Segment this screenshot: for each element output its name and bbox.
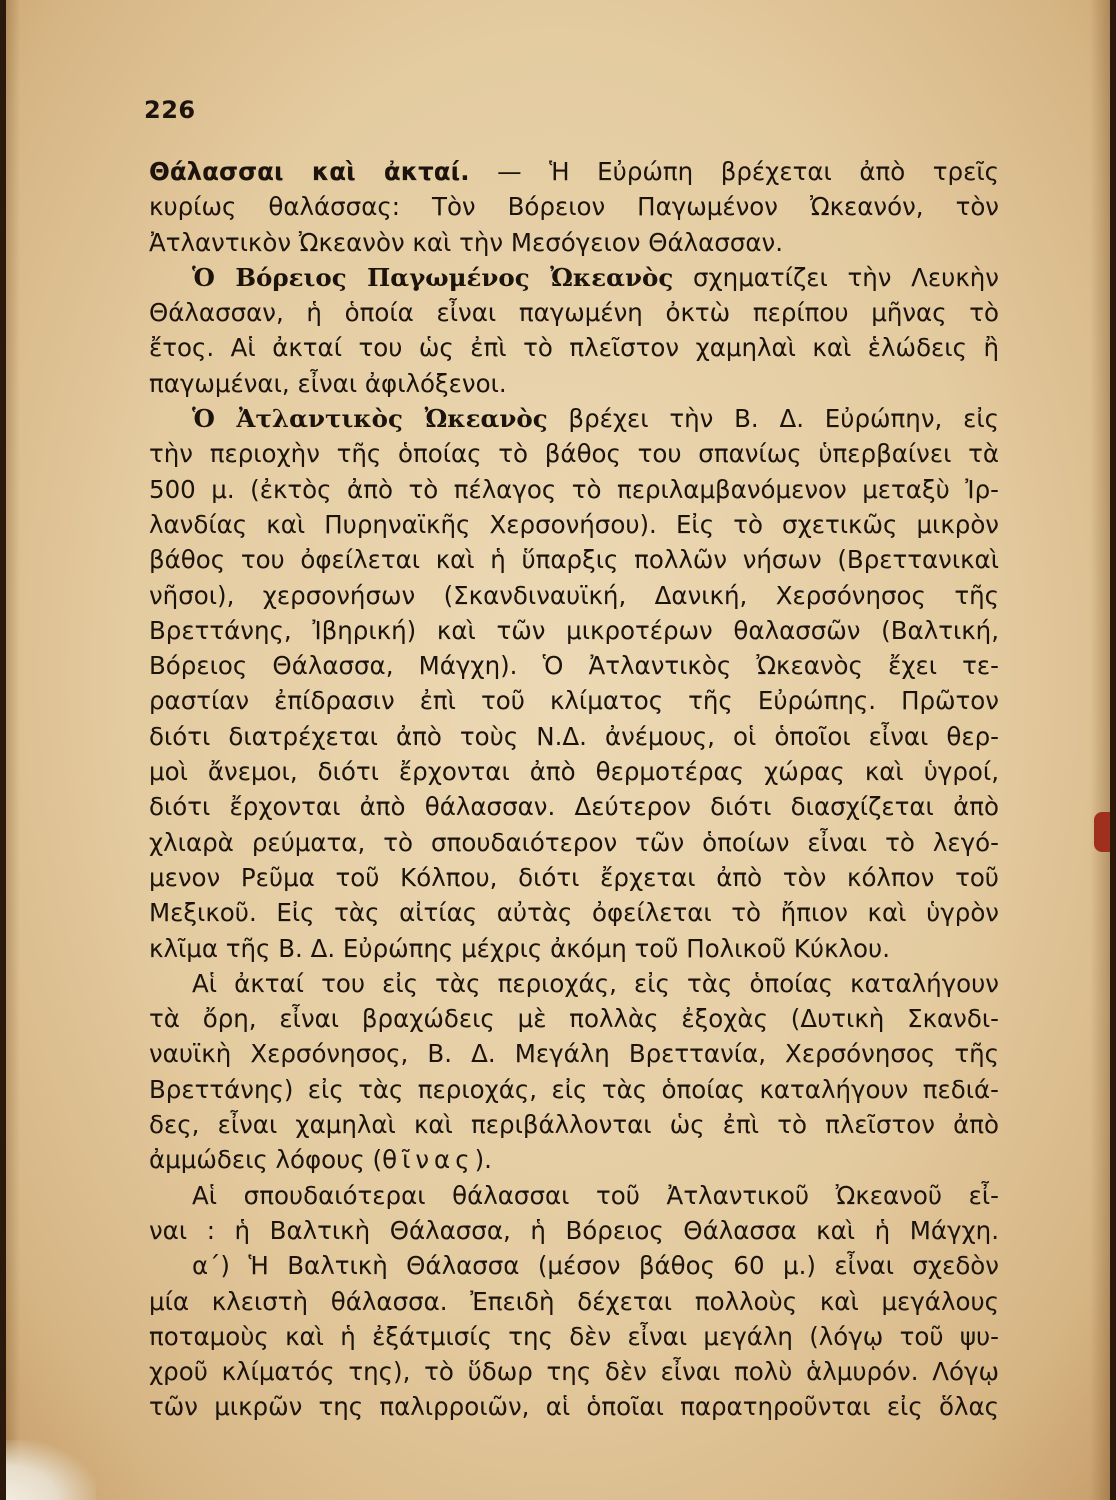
text-run: ἔτος. Αἱ ἀκταί του ὡς ἐπὶ τὸ πλεῖστον χαμηλαὶ καὶ ἑλώδεις ἢ xyxy=(149,333,999,363)
text-line xyxy=(149,789,999,824)
text-run: 500 μ. (ἐκτὸς ἀπὸ τὸ πέλαγος τὸ περιλαμβανόμενον μεταξὺ Ἰρ- xyxy=(149,474,999,504)
page-number: 226 xyxy=(144,96,196,124)
text-run: παγωμέναι, εἶναι ἀφιλόξενοι. xyxy=(149,368,507,398)
text-run: δες, εἶναι χαμηλαὶ καὶ περιβάλλονται ὡς ἐπὶ τὸ πλεῖστον ἀπὸ xyxy=(149,1110,999,1140)
text-line xyxy=(149,1072,999,1107)
text-run: βάθος του ὀφείλεται καὶ ἡ ὕπαρξις πολλῶν νήσων (Βρεττανικαὶ xyxy=(149,545,999,575)
text-run: Θάλασσαν, ἡ ὁποία εἶναι παγωμένη ὀκτὼ περίπου μῆνας τὸ xyxy=(149,298,999,328)
text-line xyxy=(149,683,999,718)
text-line xyxy=(149,472,999,507)
text-run: κυρίως θαλάσσας: Τὸν Βόρειον Παγωμένον Ὠκεανόν, τὸν xyxy=(149,192,999,222)
text-run: ). xyxy=(474,1145,492,1175)
text-line xyxy=(149,1001,999,1036)
text-line xyxy=(149,1213,999,1248)
text-line xyxy=(149,1107,999,1142)
worn-corner xyxy=(6,1440,96,1500)
book-page xyxy=(6,0,1110,1500)
text-line xyxy=(149,154,999,189)
text-run: μοὶ ἄνεμοι, διότι ἔρχονται ἀπὸ θερμοτέρας χώρας καὶ ὑγροί, xyxy=(149,757,999,787)
text-run: διότι ἔρχονται ἀπὸ θάλασσαν. Δεύτερον διότι διασχίζεται ἀπὸ xyxy=(149,792,999,822)
text-run: Αἱ ἀκταί του εἰς τὰς περιοχάς, εἰς τὰς ὁποίας καταλήγουν xyxy=(192,968,999,998)
text-line xyxy=(149,754,999,789)
text-line xyxy=(149,436,999,471)
page-left-shadow xyxy=(6,0,20,1500)
text-run: κλῖμα τῆς Β. Δ. Εὐρώπης μέχρις ἀκόμη τοῦ Πολικοῦ Κύκλου. xyxy=(149,933,890,963)
text-line xyxy=(149,260,999,295)
text-run: σχηματίζει τὴν Λευκὴν xyxy=(673,262,999,292)
text-line xyxy=(149,401,999,436)
text-run: Αἱ σπουδαιότεραι θάλασσαι τοῦ Ἀτλαντικοῦ Ὠκεανοῦ εἶ- xyxy=(192,1180,999,1210)
text-line xyxy=(149,648,999,683)
text-run: ραστίαν ἐπίδρασιν ἐπὶ τοῦ κλίματος τῆς Εὐρώπης. Πρῶτον xyxy=(149,686,999,716)
text-run: ναυϊκὴ Χερσόνησος, Β. Δ. Μεγάλη Βρεττανία, Χερσόνησος τῆς xyxy=(149,1039,999,1069)
text-line xyxy=(149,1142,999,1177)
text-run: χροῦ κλίματός της), τὸ ὕδωρ της δὲν εἶναι πολὺ ἁλμυρόν. Λόγῳ xyxy=(149,1357,999,1387)
text-run: λανδίας καὶ Πυρηναϊκῆς Χερσονήσου). Εἰς τὸ σχετικῶς μικρὸν xyxy=(149,509,999,539)
text-line xyxy=(149,1178,999,1213)
text-line xyxy=(149,225,999,260)
text-line xyxy=(149,613,999,648)
text-run: ἀμμώδεις λόφους ( xyxy=(149,1145,383,1175)
text-line xyxy=(149,507,999,542)
text-run: Βρεττάνης, Ἰβηρική) καὶ τῶν μικροτέρων θαλασσῶν (Βαλτική, xyxy=(149,615,999,645)
text-line xyxy=(149,1248,999,1283)
text-run: — Ἡ Εὐρώπη βρέχεται ἀπὸ τρεῖς xyxy=(469,157,999,186)
text-line xyxy=(149,1354,999,1389)
text-run: Ἀτλαντικὸν Ὠκεανὸν καὶ τὴν Μεσόγειον Θάλασσαν. xyxy=(149,227,783,257)
text-run: χλιαρὰ ρεύματα, τὸ σπουδαιότερον τῶν ὁποίων εἶναι τὸ λεγό- xyxy=(149,827,999,857)
text-line xyxy=(149,931,999,966)
text-line xyxy=(149,366,999,401)
text-line xyxy=(149,860,999,895)
text-run: τὰ ὄρη, εἶναι βραχώδεις μὲ πολλὰς ἐξοχὰς (Δυτικὴ Σκανδι- xyxy=(149,1004,999,1034)
text-run: α΄) Ἡ Βαλτικὴ Θάλασσα (μέσον βάθος 60 μ.) εἶναι σχεδὸν xyxy=(192,1251,999,1281)
text-line xyxy=(149,719,999,754)
text-run-serif-bold: Ὁ Ἀτλαντικὸς Ὠκεανὸς xyxy=(192,404,548,434)
text-run: ναι : ἡ Βαλτικὴ Θάλασσα, ἡ Βόρειος Θάλασσα καὶ ἡ Μάγχη. xyxy=(149,1215,999,1245)
text-line xyxy=(149,542,999,577)
text-run: Βρεττάνης) εἰς τὰς περιοχάς, εἰς τὰς ὁποίας καταλήγουν πεδιά- xyxy=(149,1074,999,1104)
text-run-spaced: θῖνας xyxy=(382,1145,475,1175)
text-line xyxy=(149,825,999,860)
text-run: Βόρειος Θάλασσα, Μάγχη). Ὁ Ἀτλαντικὸς Ὠκεανὸς ἔχει τε- xyxy=(149,651,999,681)
text-run: Μεξικοῦ. Εἰς τὰς αἰτίας αὐτὰς ὀφείλεται τὸ ἤπιον καὶ ὑγρὸν xyxy=(149,898,999,928)
text-line xyxy=(149,189,999,224)
text-line xyxy=(149,330,999,365)
text-run-heading: Θάλασσαι καὶ ἀκταί. xyxy=(149,157,470,186)
text-run: μενον Ρεῦμα τοῦ Κόλπου, διότι ἔρχεται ἀπὸ τὸν κόλπον τοῦ xyxy=(149,862,999,892)
text-line xyxy=(149,1319,999,1354)
text-run: ποταμοὺς καὶ ἡ ἐξάτμισίς της δὲν εἶναι μεγάλη (λόγῳ τοῦ ψυ- xyxy=(149,1321,999,1351)
text-run: τῶν μικρῶν της παλιρροιῶν, αἱ ὁποῖαι παρατηροῦνται εἰς ὅλας xyxy=(149,1392,999,1422)
text-line xyxy=(149,295,999,330)
text-line xyxy=(149,1036,999,1071)
text-run: βρέχει τὴν Β. Δ. Εὐρώπην, εἰς xyxy=(547,404,999,434)
red-page-marker xyxy=(1094,812,1110,852)
body-text xyxy=(149,154,999,1425)
text-run: μία κλειστὴ θάλασσα. Ἐπειδὴ δέχεται πολλοὺς καὶ μεγάλους xyxy=(149,1286,999,1316)
text-run: νῆσοι), χερσονήσων (Σκανδιναυϊκή, Δανική, Χερσόνησος τῆς xyxy=(149,580,999,610)
text-line xyxy=(149,1389,999,1424)
text-line xyxy=(149,1284,999,1319)
text-line xyxy=(149,895,999,930)
page-right-shadow xyxy=(1090,0,1110,1500)
text-run: τὴν περιοχὴν τῆς ὁποίας τὸ βάθος του σπανίως ὑπερβαίνει τὰ xyxy=(149,439,999,469)
text-line xyxy=(149,578,999,613)
text-run-serif-bold: Ὁ Βόρειος Παγωμένος Ὠκεανὸς xyxy=(192,262,674,292)
text-line xyxy=(149,966,999,1001)
text-run: διότι διατρέχεται ἀπὸ τοὺς Ν.Δ. ἀνέμους, οἱ ὁποῖοι εἶναι θερ- xyxy=(149,721,999,751)
